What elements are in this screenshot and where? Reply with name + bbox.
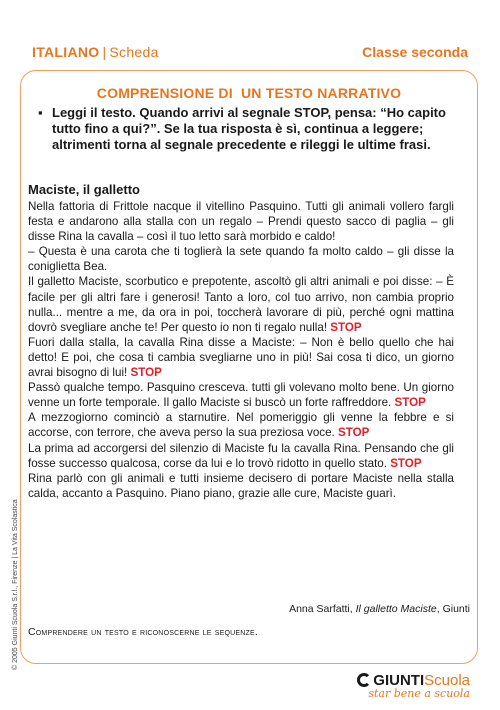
stop-marker: STOP: [130, 366, 162, 380]
story-paragraph: Il galletto Maciste, scorbutico e prepotente, ascoltò gli altri animali e poi disse: – È facile per gli altri fare i generosi! Tanto a loro, col tuo arrivo, non cambia proprio nulla... mentre a me, da ora in poi, toccherà lavorare di più, perché ogni mattina dovrò svegliare anche te! Per questo io non ti regalo nulla! STOP: [28, 275, 454, 334]
subject-name: ITALIANO: [32, 44, 100, 60]
logo-tagline: star bene a scuola: [368, 687, 470, 700]
grade-label: Classe seconda: [362, 44, 468, 60]
story-paragraph: La prima ad accorgersi del silenzio di Maciste fu la cavalla Rina. Pensando che gli fosse successo qualcosa, corse da lui e lo trovò ridotto in quello stato. STOP: [28, 441, 454, 470]
bullet-icon: ▪: [38, 105, 43, 120]
story-paragraph: A mezzogiorno cominciò a starnutire. Nel pomeriggio gli venne la febbre e si accorse, con terrore, che aveva perso la sua preziosa voce. STOP: [28, 411, 454, 440]
page-header: [32, 44, 468, 66]
giunti-g-icon: [357, 673, 371, 687]
story-title: Maciste, il galletto: [28, 182, 140, 197]
source-citation: [289, 603, 470, 615]
story-paragraph: Passò qualche tempo. Pasquino cresceva. tutti gli volevano molto bene. Un giorno venne un forte temporale. Il gallo Maciste si buscò un forte raffreddore. STOP: [28, 381, 454, 410]
worksheet-title: COMPRENSIONE DI UN TESTO NARRATIVO: [96, 85, 402, 101]
source-author: Anna Sarfatti,: [289, 603, 356, 615]
logo-brand-accent: Scuola: [424, 672, 470, 689]
publisher-logo: [357, 672, 470, 700]
stop-marker: STOP: [337, 426, 370, 440]
copyright-notice: © 2005 Giunti Scuola S.r.l., Firenze | La Vita Scolastica: [12, 499, 19, 670]
stop-marker: STOP: [394, 396, 426, 410]
story-text: [28, 182, 454, 501]
story-paragraph: – Questa è una carota che ti toglierà la sete quando fa molto caldo – gli disse la coniglietta Bea.: [28, 245, 454, 274]
stop-marker: STOP: [390, 456, 422, 470]
sheet-label: Scheda: [109, 44, 159, 60]
instruction-text: Leggi il testo. Quando arrivi al segnale STOP, pensa: “Ho capito tutto fino a qui?”. Se la tua risposta è sì, continua a leggere; altrimenti torna al segnale precedente e rileggi le ultime frasi.: [52, 105, 446, 152]
stop-marker: STOP: [330, 320, 362, 334]
source-publisher: , Giunti: [436, 603, 470, 615]
instruction-block: [38, 105, 468, 153]
logo-brand: GIUNTI: [373, 672, 425, 689]
source-work: Il galletto Maciste: [355, 603, 437, 615]
story-paragraph: Fuori dalla stalla, la cavalla Rina disse a Maciste: – Non è bello quello che hai detto! E poi, che cosa ti cambia svegliarne uno in più! Sai cosa ti dico, un giorno avrai bisogno di lui! STOP: [28, 335, 454, 380]
story-paragraph: Rina parlò con gli animali e tutti insieme decisero di portare Maciste nella stalla calda, accanto a Pasquino. Piano piano, grazie alle cure, Maciste guarì.: [28, 471, 454, 500]
subject-label: [32, 44, 159, 60]
learning-objective: Comprendere un testo e riconoscerne le sequenze.: [28, 626, 259, 638]
story-paragraph: Nella fattoria di Frittole nacque il vitellino Pasquino. Tutti gli animali vollero fargli festa e andarono alla stalla con un regalo – Prendi questo sacco di paglia – gli disse Rina la cavalla – così il tuo letto sarà morbido e caldo!: [28, 200, 454, 244]
header-separator: |: [102, 44, 107, 60]
